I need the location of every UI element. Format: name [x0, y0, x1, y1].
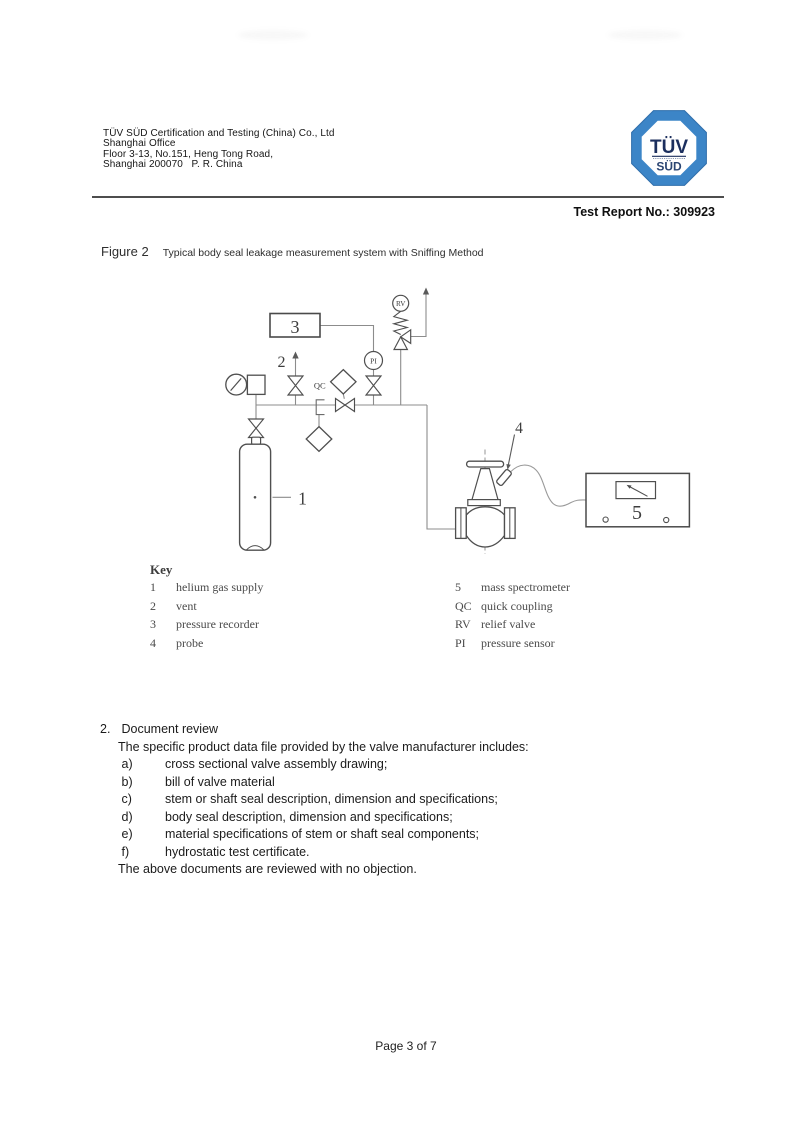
packing-flange [468, 500, 501, 506]
label-rv: RV [395, 300, 406, 309]
quick-coupling [316, 400, 324, 415]
scan-smudge [238, 30, 308, 40]
relief-spring [394, 311, 407, 334]
relief-outlet-pipe [411, 292, 426, 337]
actuator-diamond-upper [331, 370, 356, 394]
probe-pointer-line [508, 435, 515, 467]
figure-caption-text: Typical body seal leakage measurement system with Sniffing Method [162, 247, 484, 259]
review-item [100, 791, 700, 809]
item-text: bill of valve material [165, 774, 275, 789]
key-symbol: PI [455, 635, 466, 650]
vent-arrow-icon [292, 352, 298, 359]
header-rule [92, 196, 724, 198]
item-text: body seal description, dimension and specifications; [165, 809, 453, 824]
item-letter: e) [121, 827, 133, 841]
logo-sud-text: SÜD [656, 159, 682, 174]
spectrometer-knob [664, 517, 669, 522]
section-closing: The above documents are reviewed with no objection. [118, 862, 417, 876]
tuv-sud-logo [630, 107, 708, 191]
cylinder-dot [254, 496, 257, 499]
section-intro: The specific product data file provided by the valve manufacturer includes: [118, 739, 529, 754]
label-3: 3 [290, 317, 300, 337]
key-title: Key [150, 562, 173, 577]
valve-body [466, 507, 504, 547]
key-description: quick coupling [481, 598, 553, 613]
review-item [100, 826, 700, 844]
key-description: probe [176, 635, 204, 650]
actuator-diamond-lower [306, 427, 332, 452]
key-symbol: RV [455, 617, 471, 631]
item-text: material specifications of stem or shaft seal components; [165, 827, 480, 841]
address-line: Shanghai Office [103, 138, 176, 150]
section-heading [100, 721, 700, 739]
key-description: relief valve [481, 617, 536, 631]
address-line: TÜV SÜD Certification and Testing (China) Co., Ltd [103, 128, 335, 139]
item-letter: d) [121, 809, 133, 824]
address-line: Shanghai 200070 P. R. China [103, 158, 243, 170]
scan-smudge [608, 30, 682, 40]
key-description: pressure sensor [481, 635, 555, 650]
key-description: helium gas supply [176, 580, 264, 594]
logo-tuv-text: TÜV [650, 137, 688, 158]
key-symbol: 5 [455, 580, 461, 594]
review-item [100, 756, 700, 774]
item-letter: c) [121, 792, 132, 806]
key-description: vent [176, 598, 197, 613]
valve-bonnet [472, 469, 498, 500]
item-text: stem or shaft seal description, dimension and specifications; [165, 792, 498, 806]
key-symbol: 1 [150, 580, 156, 594]
recorder-to-sensor-pipe [320, 326, 374, 352]
spectrometer-knob [603, 517, 608, 522]
item-letter: f) [121, 844, 130, 859]
item-text: cross sectional valve assembly drawing; [165, 757, 388, 771]
figure-2-diagram [140, 260, 700, 560]
address-line: Floor 3-13, No.151, Heng Tong Road, [103, 148, 274, 160]
figure-label: Figure 2 [101, 244, 149, 259]
page-number: Page 3 of 7 [375, 1039, 437, 1053]
review-item [100, 844, 700, 862]
label-1: 1 [298, 488, 307, 509]
item-letter: a) [121, 757, 133, 771]
label-2: 2 [277, 354, 286, 371]
label-pi: PI [370, 356, 377, 366]
document-review-section [100, 721, 700, 879]
report-number: Test Report No.: 309923 [573, 205, 715, 219]
key-symbol: 2 [150, 598, 156, 613]
vent-valve [288, 376, 303, 395]
item-text: hydrostatic test certificate. [165, 844, 310, 859]
sensor-isolation-valve [366, 376, 381, 395]
key-description: pressure recorder [176, 617, 259, 631]
key-description: mass spectrometer [481, 580, 570, 594]
exhaust-arrow-icon [423, 288, 429, 295]
charging-valve [336, 399, 355, 412]
supply-to-valve-pipe [427, 405, 456, 529]
item-letter: b) [121, 774, 133, 789]
label-5: 5 [632, 502, 642, 524]
handwheel [467, 461, 504, 467]
probe-cable [511, 465, 586, 506]
key-symbol: 3 [150, 617, 156, 631]
regulator-box [247, 375, 265, 394]
section-number: 2. [100, 722, 111, 736]
key-symbol: QC [455, 598, 472, 613]
cylinder-valve [249, 419, 264, 438]
cylinder-neck [252, 437, 261, 444]
key-symbol: 4 [150, 635, 156, 650]
section-title: Document review [121, 722, 219, 736]
company-address [103, 129, 335, 170]
label-qc: QC [313, 380, 326, 391]
figure-caption [101, 243, 484, 261]
sniffer-probe [496, 469, 512, 487]
review-item [100, 809, 700, 827]
review-item [100, 774, 700, 792]
label-4: 4 [515, 420, 523, 437]
